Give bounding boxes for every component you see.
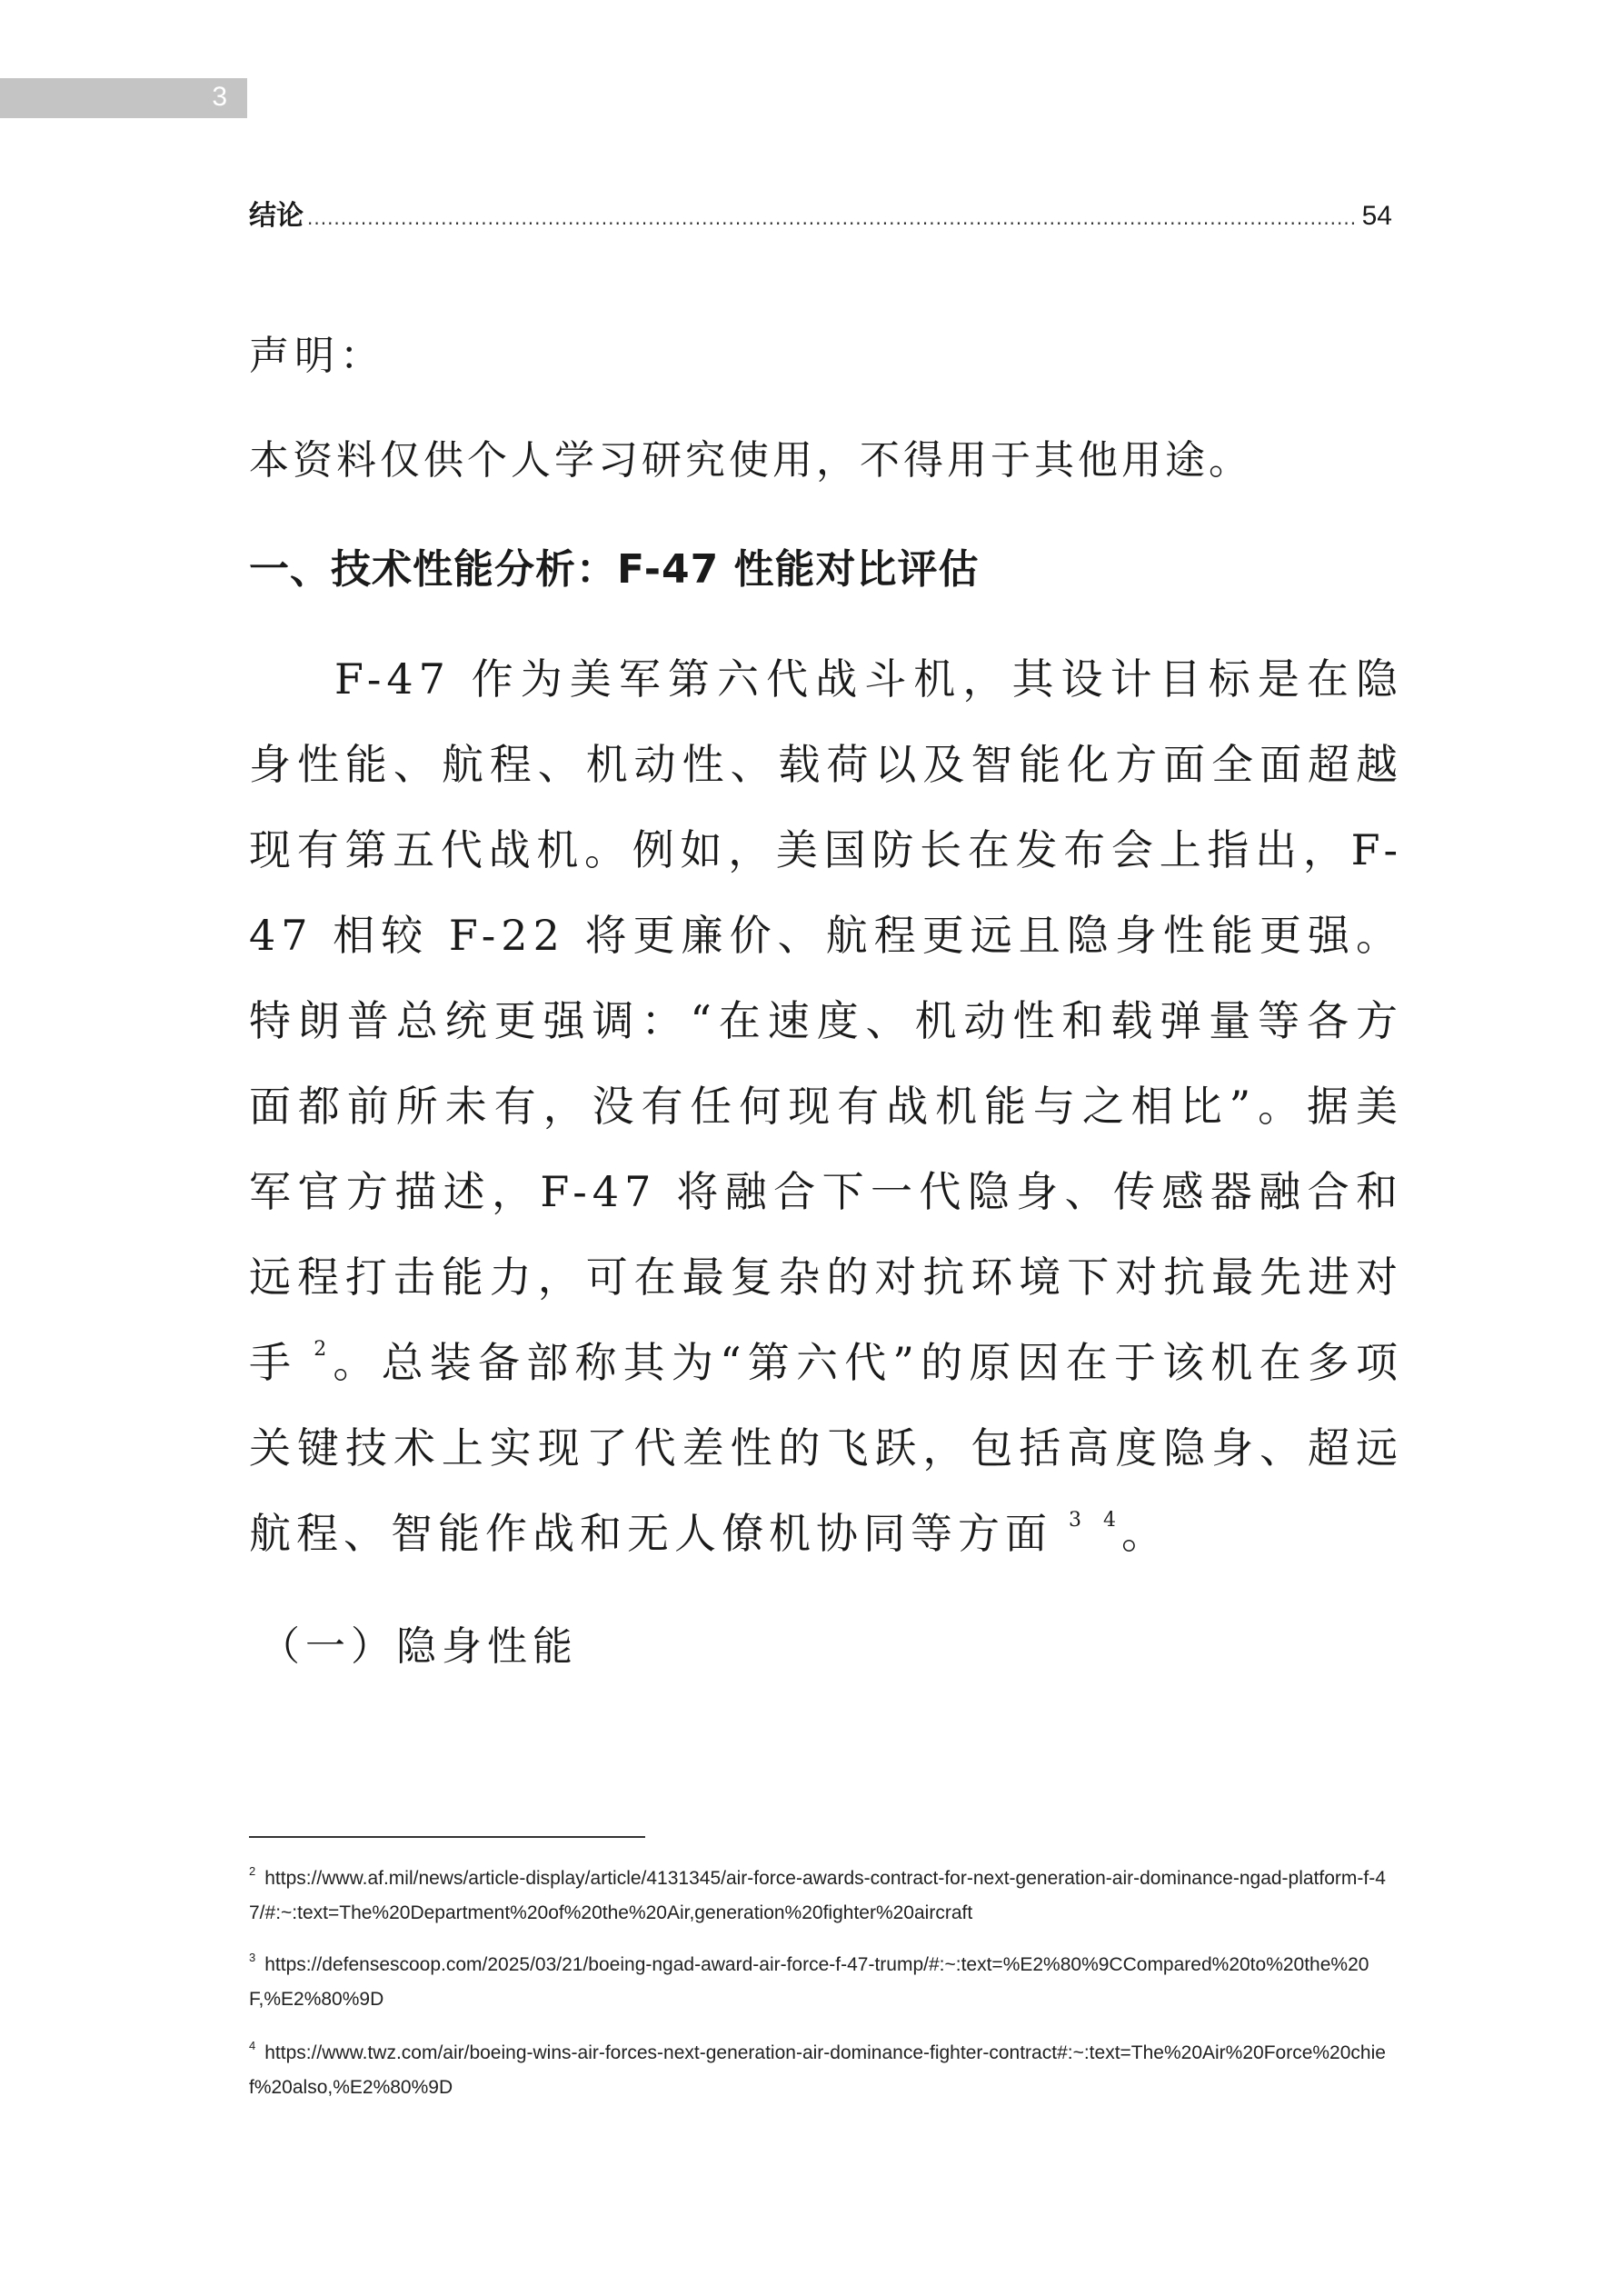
toc-dot-leader: [307, 200, 1359, 232]
footnote-separator: [249, 1836, 645, 1838]
declaration-heading: 声明：: [249, 333, 385, 379]
footnote-link[interactable]: https://defensescoop.com/2025/03/21/boeing-ngad-award-air-force-f-47-trump/#:~:text=%E2%80%9CCompared%20to%20the%20F,%E2%80%9D: [249, 1954, 1369, 2010]
subsection-heading: （一）隐身性能: [260, 1623, 578, 1670]
footnote-number: 4: [249, 2039, 256, 2052]
section-heading: 一、技术性能分析：F-47 性能对比评估: [249, 546, 980, 593]
toc-entry-conclusion[interactable]: [249, 193, 1392, 238]
paragraph-text-part1: F-47 作为美军第六代战斗机，其设计目标是在隐身性能、航程、机动性、载荷以及智能化方面全面超越现有第五代战机。例如，美国防长在发布会上指出，F-47 相较 F-22 将更廉价、航程更远且隐身性能更强。特朗普总统更强调：“在速度、机动性和载弹量等各方面都前所未有，没有任何现有战机能与之相比”。据美军官方描述，F-47 将融合下一代隐身、传感器融合和远程打击能力，可在最复杂的对抗环境下对抗最先进对手: [249, 654, 1403, 1387]
page-number: 3: [212, 82, 227, 112]
footnote-2: [249, 1854, 1394, 1931]
footnote-ref-2[interactable]: 2: [314, 1338, 327, 1361]
toc-entry-page: 54: [1361, 201, 1392, 231]
footnote-number: 2: [249, 1864, 256, 1878]
footnote-link[interactable]: https://www.twz.com/air/boeing-wins-air-forces-next-generation-air-dominance-fighter-contract#:~:text=The%20Air%20Force%20chief%20also,%E2%80%9D: [249, 2042, 1386, 2098]
declaration-text: 本资料仅供个人学习研究使用，不得用于其他用途。: [249, 437, 1252, 484]
footnote-number: 3: [249, 1951, 256, 1964]
footnote-ref-4[interactable]: 4: [1103, 1509, 1116, 1532]
footnote-ref-3[interactable]: 3: [1069, 1509, 1081, 1532]
footnote-4: [249, 2029, 1394, 2105]
page-number-tab: [0, 78, 247, 118]
footnote-link[interactable]: https://www.af.mil/news/article-display/article/4131345/air-force-awards-contract-for-next-generation-air-dominance-ngad-platform-f-47/#:~:text=The%20Department%20of%20the%20Air,generation%20fighter%20aircraft: [249, 1868, 1386, 1923]
paragraph-text-part2: 。总装备部称其为“第六代”的原因在于该机在多项关键技术上实现了代差性的飞跃，包括高度隐身、超远航程、智能作战和无人僚机协同等方面: [249, 1338, 1403, 1558]
footnote-3: [249, 1941, 1394, 2017]
paragraph-end: 。: [1121, 1509, 1169, 1558]
body-paragraph: [249, 636, 1403, 1576]
toc-entry-label: 结论: [249, 200, 304, 232]
